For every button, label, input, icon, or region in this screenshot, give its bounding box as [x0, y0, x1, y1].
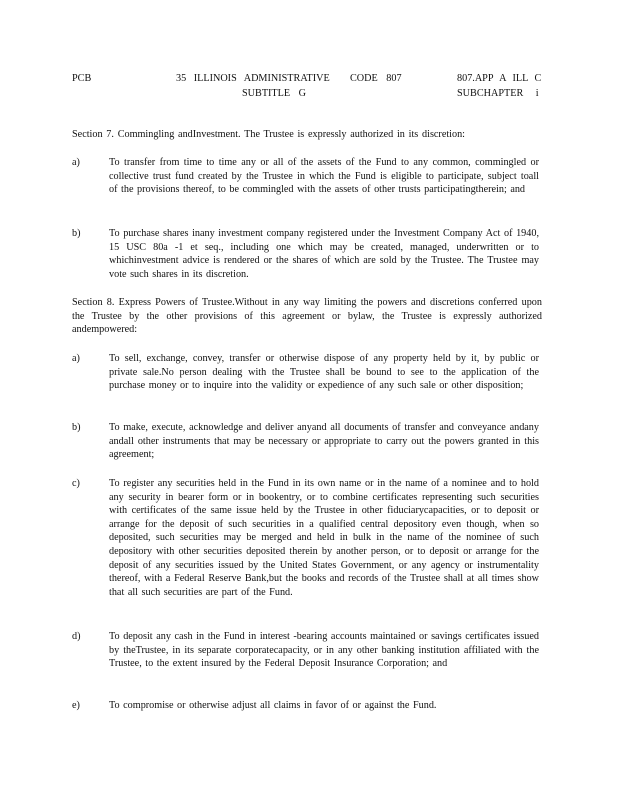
item-label: d): [72, 631, 81, 642]
item-text: To make, execute, acknowledge and deliver anyand all documents of transfer and conveyance andany andall other instruments that may be necessary or appropriate to carry out the powers granted in this agreement;: [109, 422, 539, 461]
section-7-heading: Section 7. Commingling andInvestment. The Trustee is expressly authorized in its discretion:: [72, 129, 466, 140]
item-text: To transfer from time to time any or all of the assets of the Fund to any common, commingled or collective trust fund created by the Trustee in which the Fund is eligible to participate, subject toall of the provisions thereof, to be commingled with the assets of other trusts participatingtherein; and: [109, 157, 539, 196]
header-app: 807.APP A ILL C: [457, 73, 542, 84]
item-label: a): [72, 353, 80, 364]
header-title: 35 ILLINOIS ADMINISTRATIVE: [176, 73, 330, 84]
header-code: CODE 807: [350, 73, 402, 84]
header-pcb: PCB: [72, 73, 92, 84]
item-label: a): [72, 157, 80, 168]
item-label: b): [72, 228, 81, 239]
item-text: To sell, exchange, convey, transfer or otherwise dispose of any property held by it, by public or private sale.No person dealing with the Trustee shall be bound to see to the application of the purchase money or to inquire into the validity or expedience of any such sale or other disposition;: [109, 353, 539, 392]
item-text: To compromise or otherwise adjust all claims in favor of or against the Fund.: [109, 700, 437, 711]
item-label: c): [72, 478, 80, 489]
item-label: e): [72, 700, 80, 711]
header-subtitle: SUBTITLE G: [242, 88, 307, 99]
header-subchapter: SUBCHAPTER i: [457, 88, 539, 99]
item-label: b): [72, 422, 81, 433]
item-text: To deposit any cash in the Fund in interest -bearing accounts maintained or savings certificates issued by theTrustee, in its separate corporatecapacity, or in any other banking institution affiliated with the Trustee, to the extent insured by the Federal Deposit Insurance Corporation; and: [109, 631, 539, 670]
item-text: To register any securities held in the Fund in its own name or in the name of a nominee and to hold any security in bearer form or in bookentry, or to combine certificates representing such securities with certificates of the same issue held by the Trustee in other fiduciarycapacities, or to deposit or arrange for the deposit of such securities in a qualified central depository even though, when so deposited, such securities may be merged and held in bulk in the name of the nominee of such depository with other securities deposited therein by another person, or to deposit or arrange for the deposit of any securities issued by the United States Government, or any agency or instrumentality thereof, with a Federal Reserve Bank,but the books and records of the Trustee shall at all times show that all such securities are part of the Fund.: [109, 478, 539, 598]
item-text: To purchase shares inany investment company registered under the Investment Company Act of 1940, 15 USC 80a -1 et seq., including one which may be created, managed, underwritten or to whichinvestment advice is rendered or the shares of which are sold by the Trustee. The Trustee may vote such shares in its discretion.: [109, 228, 539, 280]
page-header: [0, 72, 618, 102]
section-8-heading: Section 8. Express Powers of Trustee.Without in any way limiting the powers and discretions conferred upon the Trustee by the other provisions of this agreement or bylaw, the Trustee is expressly authorized andempowered:: [72, 297, 542, 336]
